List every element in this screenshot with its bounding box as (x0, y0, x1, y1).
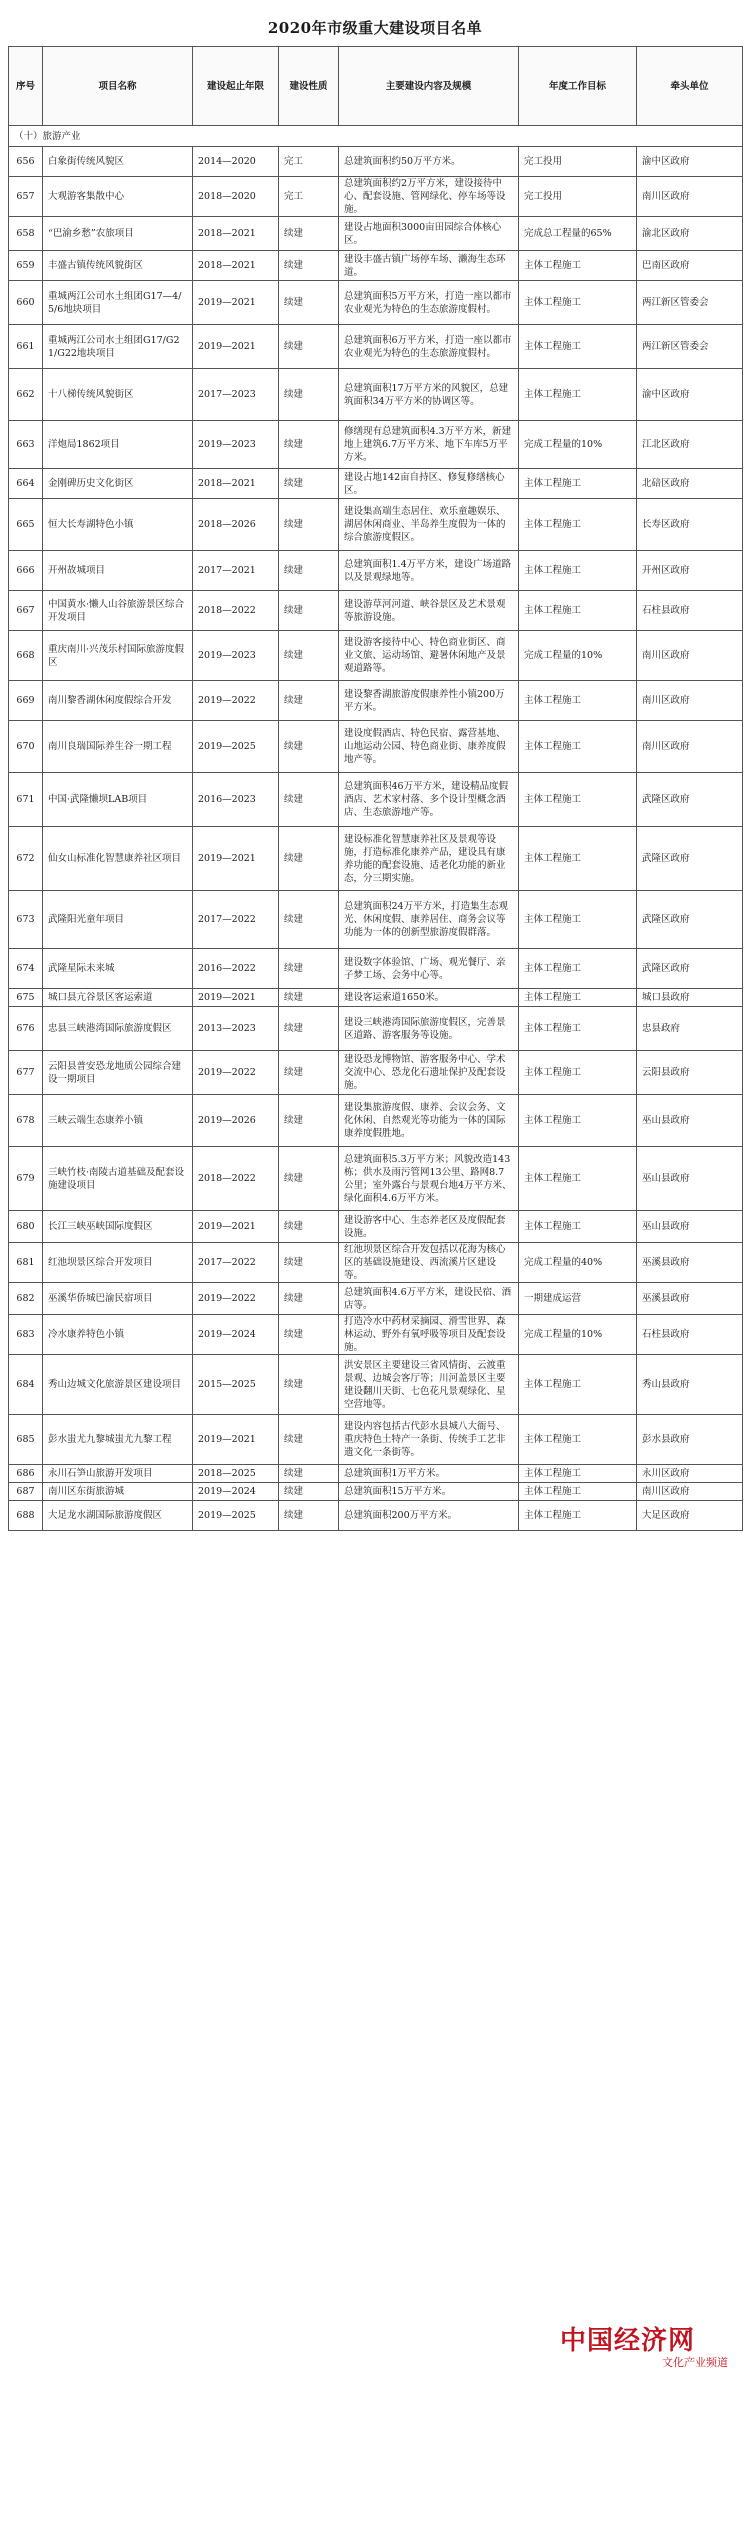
cell-unit: 巫溪县政府 (637, 1283, 743, 1315)
cell-period: 2019—2026 (193, 1095, 279, 1147)
cell-name: 长江三峡巫峡国际度假区 (43, 1211, 193, 1243)
cell-content: 总建筑面积约2万平方米，建设接待中心、配套设施、管网绿化、停车场等设施。 (339, 177, 519, 217)
cell-nature: 续建 (279, 1243, 339, 1283)
cell-content: 总建筑面积46万平方米，建设精品度假酒店、艺术家村落、多个设计型概念酒店、生态旅游地产等。 (339, 773, 519, 827)
cell-nature: 续建 (279, 989, 339, 1007)
cell-target: 主体工程施工 (519, 499, 637, 551)
cell-no: 675 (9, 989, 43, 1007)
cell-content: 建设占地142亩自持区、修复修缮核心区。 (339, 469, 519, 499)
cell-name: 十八梯传统风貌街区 (43, 369, 193, 421)
cell-nature: 续建 (279, 891, 339, 949)
cell-nature: 续建 (279, 721, 339, 773)
cell-unit: 渝中区政府 (637, 147, 743, 177)
cell-target: 主体工程施工 (519, 989, 637, 1007)
cell-content: 建设三峡港湾国际旅游度假区，完善景区道路、游客服务等设施。 (339, 1007, 519, 1051)
cell-period: 2019—2022 (193, 1283, 279, 1315)
cell-period: 2018—2021 (193, 251, 279, 281)
cell-unit: 武隆区政府 (637, 827, 743, 891)
cell-unit: 南川区政府 (637, 721, 743, 773)
cell-content: 建设游客中心、生态养老区及度假配套设施。 (339, 1211, 519, 1243)
cell-no: 671 (9, 773, 43, 827)
cell-target: 主体工程施工 (519, 1501, 637, 1531)
cell-no: 660 (9, 281, 43, 325)
cell-unit: 石柱县政府 (637, 1315, 743, 1355)
table-row (9, 1465, 743, 1483)
cell-no: 688 (9, 1501, 43, 1531)
cell-nature: 续建 (279, 1007, 339, 1051)
cell-nature: 续建 (279, 681, 339, 721)
cell-no: 677 (9, 1051, 43, 1095)
header-content: 主要建设内容及规模 (339, 47, 519, 126)
cell-unit: 秀山县政府 (637, 1355, 743, 1415)
table-row (9, 1483, 743, 1501)
cell-target: 主体工程施工 (519, 1007, 637, 1051)
cell-nature: 续建 (279, 551, 339, 591)
cell-no: 667 (9, 591, 43, 631)
cell-unit: 武隆区政府 (637, 773, 743, 827)
cell-name: “巴渝乡愁”农旅项目 (43, 217, 193, 251)
cell-content: 建设标准化智慧康养社区及景观等设施，打造标准化康养产品，建设具有康养功能的配套设施、适老化功能的新业态，分三期实施。 (339, 827, 519, 891)
cell-name: 三峡竹枝·南陵古道基础及配套设施建设项目 (43, 1147, 193, 1211)
cell-target: 主体工程施工 (519, 681, 637, 721)
cell-target: 主体工程施工 (519, 281, 637, 325)
table-row (9, 551, 743, 591)
table-row (9, 499, 743, 551)
cell-period: 2018—2021 (193, 217, 279, 251)
cell-content: 建设游客接待中心、特色商业街区、商业文旅、运动场馆、避暑休闲地产及景观道路等。 (339, 631, 519, 681)
cell-target: 主体工程施工 (519, 369, 637, 421)
cell-content: 总建筑面积24万平方米，打造集生态观光、休闲度假、康养居住、商务会议等功能为一体的创新型旅游度假群落。 (339, 891, 519, 949)
cell-period: 2015—2025 (193, 1355, 279, 1415)
cell-target: 主体工程施工 (519, 891, 637, 949)
cell-period: 2018—2026 (193, 499, 279, 551)
cell-unit: 忠县政府 (637, 1007, 743, 1051)
cell-nature: 续建 (279, 1211, 339, 1243)
cell-unit: 大足区政府 (637, 1501, 743, 1531)
cell-target: 主体工程施工 (519, 773, 637, 827)
cell-name: 大足龙水湖国际旅游度假区 (43, 1501, 193, 1531)
cell-content: 总建筑面积4.6万平方米，建设民宿、酒店等。 (339, 1283, 519, 1315)
cell-target: 一期建成运营 (519, 1283, 637, 1315)
cell-nature: 续建 (279, 631, 339, 681)
cell-no: 676 (9, 1007, 43, 1051)
cell-target: 主体工程施工 (519, 1147, 637, 1211)
cell-content: 总建筑面积5.3万平方米；风貌改造143栋；供水及雨污管网13公里、路网8.7公里；室外露台与景观台地4万平方米、绿化面积4.6万平方米。 (339, 1147, 519, 1211)
cell-nature: 续建 (279, 1501, 339, 1531)
cell-unit: 云阳县政府 (637, 1051, 743, 1095)
cell-target: 完成工程量的10% (519, 421, 637, 469)
cell-unit: 南川区政府 (637, 631, 743, 681)
cell-content: 洪安景区主要建设三省风情街、云渡重景观、边城会客厅等；川河盖景区主要建设翻川天街、七色花凡景观绿化、星空营地等。 (339, 1355, 519, 1415)
table-row (9, 1211, 743, 1243)
document (8, 10, 742, 1531)
cell-nature: 续建 (279, 217, 339, 251)
cell-unit: 彭水县政府 (637, 1415, 743, 1465)
section-row (9, 126, 743, 147)
cell-nature: 续建 (279, 1465, 339, 1483)
cell-name: 彭水蚩尤九黎城蚩尤九黎工程 (43, 1415, 193, 1465)
cell-content: 总建筑面积5万平方米，打造一座以都市农业观光为特色的生态旅游度假村。 (339, 281, 519, 325)
cell-period: 2016—2023 (193, 773, 279, 827)
cell-target: 主体工程施工 (519, 1355, 637, 1415)
table-row (9, 251, 743, 281)
header-unit: 牵头单位 (637, 47, 743, 126)
table-row (9, 147, 743, 177)
cell-name: 巫溪华侨城巴渝民宿项目 (43, 1283, 193, 1315)
cell-no: 657 (9, 177, 43, 217)
cell-no: 679 (9, 1147, 43, 1211)
cell-period: 2019—2023 (193, 631, 279, 681)
cell-unit: 巫山县政府 (637, 1211, 743, 1243)
table-row (9, 989, 743, 1007)
cell-unit: 巫溪县政府 (637, 1243, 743, 1283)
header-name: 项目名称 (43, 47, 193, 126)
cell-name: 南川区东街旅游城 (43, 1483, 193, 1501)
page-title: 2020年市级重大建设项目名单 (267, 19, 483, 37)
cell-no: 682 (9, 1283, 43, 1315)
cell-period: 2017—2022 (193, 1243, 279, 1283)
cell-content: 总建筑面积1万平方米。 (339, 1465, 519, 1483)
cell-period: 2019—2021 (193, 989, 279, 1007)
cell-content: 建设恐龙博物馆、游客服务中心、学术交流中心、恐龙化石遗址保护及配套设施。 (339, 1051, 519, 1095)
cell-content: 建设游草河河道、峡谷景区及艺术景观等旅游设施。 (339, 591, 519, 631)
cell-no: 686 (9, 1465, 43, 1483)
cell-nature: 续建 (279, 1483, 339, 1501)
table-row (9, 949, 743, 989)
cell-no: 662 (9, 369, 43, 421)
cell-period: 2018—2022 (193, 591, 279, 631)
cell-unit: 巴南区政府 (637, 251, 743, 281)
table-row (9, 1147, 743, 1211)
cell-nature: 续建 (279, 773, 339, 827)
table-row (9, 591, 743, 631)
cell-nature: 续建 (279, 369, 339, 421)
cell-content: 建设丰盛古镇广场停车场、濑海生态环道。 (339, 251, 519, 281)
cell-nature: 续建 (279, 1095, 339, 1147)
cell-nature: 续建 (279, 499, 339, 551)
table-row (9, 177, 743, 217)
table-row (9, 1095, 743, 1147)
cell-period: 2018—2025 (193, 1465, 279, 1483)
cell-name: 重庆南川·兴茂乐村国际旅游度假区 (43, 631, 193, 681)
watermark-logo (560, 2320, 730, 2376)
cell-no: 663 (9, 421, 43, 469)
cell-period: 2019—2021 (193, 1415, 279, 1465)
cell-no: 687 (9, 1483, 43, 1501)
cell-name: 重城两江公司水土组团G17—4/5/6地块项目 (43, 281, 193, 325)
cell-unit: 南川区政府 (637, 1483, 743, 1501)
cell-period: 2019—2024 (193, 1483, 279, 1501)
cell-unit: 长寿区政府 (637, 499, 743, 551)
table-row (9, 721, 743, 773)
cell-period: 2019—2024 (193, 1315, 279, 1355)
cell-name: 洋炮局1862项目 (43, 421, 193, 469)
section-label: （十）旅游产业 (9, 126, 743, 147)
cell-no: 658 (9, 217, 43, 251)
cell-target: 主体工程施工 (519, 1483, 637, 1501)
cell-period: 2019—2025 (193, 1501, 279, 1531)
cell-no: 659 (9, 251, 43, 281)
cell-name: 南川黎香湖休闲度假综合开发 (43, 681, 193, 721)
cell-target: 主体工程施工 (519, 949, 637, 989)
cell-name: 丰盛古镇传统风貌街区 (43, 251, 193, 281)
cell-nature: 续建 (279, 1283, 339, 1315)
cell-unit: 两江新区管委会 (637, 325, 743, 369)
cell-period: 2019—2023 (193, 421, 279, 469)
cell-name: 南川良瑞国际养生谷一期工程 (43, 721, 193, 773)
cell-name: 武隆阳光童年项目 (43, 891, 193, 949)
cell-content: 总建筑面积17万平方米的风貌区，总建筑面积34万平方米的协调区等。 (339, 369, 519, 421)
cell-no: 670 (9, 721, 43, 773)
cell-period: 2014—2020 (193, 147, 279, 177)
cell-period: 2019—2022 (193, 1051, 279, 1095)
cell-content: 建设内容包括古代彭水县城八大衙号、重庆特色土特产一条街、传统手工艺非遗文化一条街等。 (339, 1415, 519, 1465)
cell-unit: 永川区政府 (637, 1465, 743, 1483)
table-row (9, 1501, 743, 1531)
cell-no: 669 (9, 681, 43, 721)
cell-period: 2019—2025 (193, 721, 279, 773)
cell-period: 2019—2021 (193, 325, 279, 369)
cell-target: 完成总工程量的65% (519, 217, 637, 251)
cell-unit: 开州区政府 (637, 551, 743, 591)
cell-name: 忠县三峡港湾国际旅游度假区 (43, 1007, 193, 1051)
header-period: 建设起止年限 (193, 47, 279, 126)
cell-content: 红池坝景区综合开发包括以花海为核心区的基础设施建设、西流溪片区建设等。 (339, 1243, 519, 1283)
table-row (9, 1283, 743, 1315)
cell-period: 2017—2023 (193, 369, 279, 421)
header-nature: 建设性质 (279, 47, 339, 126)
cell-name: 金刚碑历史文化街区 (43, 469, 193, 499)
cell-unit: 武隆区政府 (637, 891, 743, 949)
cell-name: 冷水康养特色小镇 (43, 1315, 193, 1355)
cell-period: 2013—2023 (193, 1007, 279, 1051)
table-row (9, 1355, 743, 1415)
watermark-sub: 文化产业频道 (662, 2356, 728, 2369)
cell-period: 2017—2021 (193, 551, 279, 591)
cell-nature: 续建 (279, 1147, 339, 1211)
cell-no: 665 (9, 499, 43, 551)
cell-period: 2016—2022 (193, 949, 279, 989)
cell-period: 2019—2021 (193, 827, 279, 891)
cell-name: 云阳县普安恐龙地质公园综合建设一期项目 (43, 1051, 193, 1095)
cell-content: 建设客运索道1650米。 (339, 989, 519, 1007)
cell-target: 主体工程施工 (519, 1095, 637, 1147)
cell-nature: 续建 (279, 1051, 339, 1095)
cell-nature: 完工 (279, 147, 339, 177)
cell-target: 完工投用 (519, 147, 637, 177)
cell-nature: 续建 (279, 1315, 339, 1355)
cell-no: 680 (9, 1211, 43, 1243)
table-row (9, 1315, 743, 1355)
cell-period: 2019—2022 (193, 681, 279, 721)
table-row (9, 1243, 743, 1283)
cell-period: 2017—2022 (193, 891, 279, 949)
watermark-main: 中国经济网 (560, 2326, 696, 2356)
cell-unit: 武隆区政府 (637, 949, 743, 989)
cell-no: 673 (9, 891, 43, 949)
cell-unit: 南川区政府 (637, 177, 743, 217)
table-row (9, 281, 743, 325)
cell-no: 681 (9, 1243, 43, 1283)
cell-content: 打造冷水中药材采摘园、滑雪世界、森林运动、野外有氧呼吸等项目及配套设施。 (339, 1315, 519, 1355)
cell-period: 2018—2020 (193, 177, 279, 217)
table-row (9, 827, 743, 891)
cell-unit: 巫山县政府 (637, 1095, 743, 1147)
cell-target: 主体工程施工 (519, 591, 637, 631)
cell-unit: 城口县政府 (637, 989, 743, 1007)
cell-name: 白象街传统风貌区 (43, 147, 193, 177)
cell-nature: 续建 (279, 949, 339, 989)
cell-name: 大观游客集散中心 (43, 177, 193, 217)
cell-nature: 续建 (279, 591, 339, 631)
cell-target: 完成工程量的40% (519, 1243, 637, 1283)
cell-unit: 石柱县政府 (637, 591, 743, 631)
table-row (9, 1415, 743, 1465)
cell-name: 城口县亢谷景区客运索道 (43, 989, 193, 1007)
table-row (9, 217, 743, 251)
cell-no: 656 (9, 147, 43, 177)
cell-content: 总建筑面积200万平方米。 (339, 1501, 519, 1531)
cell-content: 总建筑面积6万平方米，打造一座以都市农业观光为特色的生态旅游度假村。 (339, 325, 519, 369)
cell-target: 主体工程施工 (519, 469, 637, 499)
cell-no: 661 (9, 325, 43, 369)
cell-name: 开州故城项目 (43, 551, 193, 591)
cell-target: 主体工程施工 (519, 1051, 637, 1095)
table-row (9, 469, 743, 499)
cell-content: 建设集高端生态居住、欢乐童趣娱乐、湖居休闲商业、半岛养生度假为一体的综合旅游度假区。 (339, 499, 519, 551)
cell-target: 主体工程施工 (519, 827, 637, 891)
cell-target: 主体工程施工 (519, 1465, 637, 1483)
cell-content: 建设度假酒店、特色民宿、露营基地、山地运动公园、特色商业街、康养度假地产等。 (339, 721, 519, 773)
cell-unit: 渝中区政府 (637, 369, 743, 421)
cell-nature: 续建 (279, 827, 339, 891)
table-row (9, 631, 743, 681)
cell-content: 建设占地面积3000亩田园综合体核心区。 (339, 217, 519, 251)
table-row (9, 1007, 743, 1051)
project-table (8, 46, 743, 1531)
cell-unit: 渝北区政府 (637, 217, 743, 251)
cell-nature: 续建 (279, 281, 339, 325)
header-target: 年度工作目标 (519, 47, 637, 126)
cell-period: 2019—2021 (193, 1211, 279, 1243)
cell-nature: 续建 (279, 421, 339, 469)
cell-no: 674 (9, 949, 43, 989)
table-row (9, 369, 743, 421)
cell-name: 红池坝景区综合开发项目 (43, 1243, 193, 1283)
cell-name: 永川石笋山旅游开发项目 (43, 1465, 193, 1483)
cell-content: 总建筑面积15万平方米。 (339, 1483, 519, 1501)
cell-no: 668 (9, 631, 43, 681)
cell-no: 664 (9, 469, 43, 499)
cell-content: 建设集旅游度假、康养、会议会务、文化休闲、自然观光等功能为一体的国际康养度假胜地。 (339, 1095, 519, 1147)
cell-nature: 续建 (279, 1355, 339, 1415)
cell-period: 2018—2022 (193, 1147, 279, 1211)
cell-unit: 两江新区管委会 (637, 281, 743, 325)
cell-unit: 江北区政府 (637, 421, 743, 469)
table-row (9, 421, 743, 469)
cell-period: 2018—2021 (193, 469, 279, 499)
cell-name: 重城两江公司水土组团G17/G21/G22地块项目 (43, 325, 193, 369)
cell-name: 恒大长寿湖特色小镇 (43, 499, 193, 551)
cell-target: 完成工程量的10% (519, 631, 637, 681)
cell-content: 修缮现有总建筑面积4.3万平方米，新建地上建筑6.7万平方米、地下车库5万平方米。 (339, 421, 519, 469)
cell-no: 683 (9, 1315, 43, 1355)
header-no: 序号 (9, 47, 43, 126)
cell-target: 完工投用 (519, 177, 637, 217)
cell-target: 主体工程施工 (519, 325, 637, 369)
cell-content: 建设黎香湖旅游度假康养性小镇200万平方米。 (339, 681, 519, 721)
cell-target: 主体工程施工 (519, 1415, 637, 1465)
cell-unit: 巫山县政府 (637, 1147, 743, 1211)
table-row (9, 681, 743, 721)
cell-content: 建设数字体验馆、广场、观光餐厅、亲子梦工场、会务中心等。 (339, 949, 519, 989)
cell-nature: 续建 (279, 1415, 339, 1465)
cell-name: 三峡云端生态康养小镇 (43, 1095, 193, 1147)
cell-unit: 南川区政府 (637, 681, 743, 721)
cell-nature: 续建 (279, 469, 339, 499)
header-row (9, 47, 743, 126)
cell-name: 秀山边城文化旅游景区建设项目 (43, 1355, 193, 1415)
cell-name: 武隆星际未来城 (43, 949, 193, 989)
cell-period: 2019—2021 (193, 281, 279, 325)
cell-no: 678 (9, 1095, 43, 1147)
cell-no: 672 (9, 827, 43, 891)
cell-target: 主体工程施工 (519, 721, 637, 773)
cell-name: 仙女山标准化智慧康养社区项目 (43, 827, 193, 891)
table-row (9, 325, 743, 369)
cell-name: 中国黄水·懒人山谷旅游景区综合开发项目 (43, 591, 193, 631)
cell-nature: 续建 (279, 325, 339, 369)
cell-name: 中国·武隆懒坝LAB项目 (43, 773, 193, 827)
cell-no: 685 (9, 1415, 43, 1465)
table-row (9, 891, 743, 949)
cell-nature: 续建 (279, 251, 339, 281)
table-row (9, 773, 743, 827)
cell-target: 主体工程施工 (519, 1211, 637, 1243)
cell-content: 总建筑面积约50万平方米。 (339, 147, 519, 177)
table-row (9, 1051, 743, 1095)
cell-no: 666 (9, 551, 43, 591)
cell-content: 总建筑面积1.4万平方米，建设广场道路以及景观绿地等。 (339, 551, 519, 591)
cell-target: 主体工程施工 (519, 251, 637, 281)
cell-unit: 北碚区政府 (637, 469, 743, 499)
cell-no: 684 (9, 1355, 43, 1415)
cell-target: 完成工程量的10% (519, 1315, 637, 1355)
cell-target: 主体工程施工 (519, 551, 637, 591)
cell-nature: 完工 (279, 177, 339, 217)
